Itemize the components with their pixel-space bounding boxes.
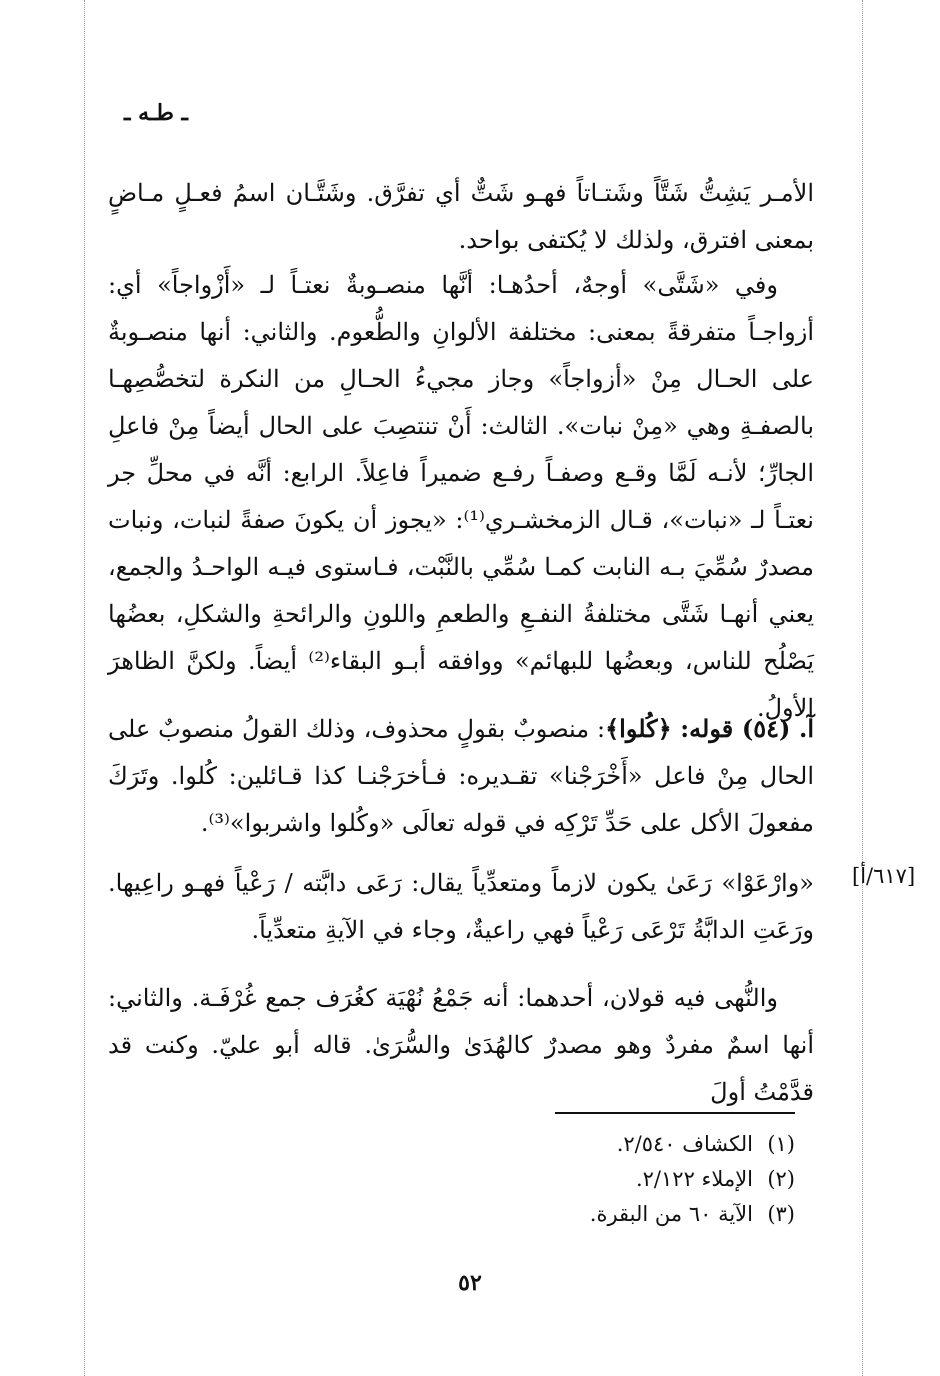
scan-margin-line-left [84, 0, 85, 1376]
paragraph-1-text: الأمـر يَشِتُّ شَتَّاً وشَتـاتاً فهـو شَتٌّ أي تفرَّق. وشَتَّـان اسمُ فعـلٍ مـاضٍ بمعنى افترق، ولذلك لا يُكتفى بواحد. [108, 179, 814, 254]
footnote-number: (١) [767, 1132, 795, 1156]
footnote-text: الآية ٦٠ من البقرة. [589, 1202, 753, 1226]
paragraph-5 [108, 975, 814, 1116]
scan-margin-line-right [862, 0, 863, 1376]
paragraph-3 [108, 705, 814, 847]
page-number: ٥٢ [458, 1270, 482, 1296]
paragraph-4-text: «وارْعَوْا» رَعَىٰ يكون لازماً ومتعدِّياً يقال: رَعَى دابَّته / رَعْياً فهـو راعِيها. ورَعَتِ الدابَّةُ تَرْعَى رَعْياً فهي راعيةٌ، وجاء في الآيةِ متعدِّياً. [108, 869, 814, 944]
footnote-text: الإملاء ٢/١٢٢. [635, 1167, 753, 1191]
footnote-2 [375, 1162, 795, 1197]
footnote-number: (٣) [767, 1202, 795, 1226]
paragraph-4 [108, 860, 814, 954]
footnote-number: (٢) [767, 1167, 795, 1191]
manuscript-folio-reference: [٦١٧/أ] [852, 864, 916, 888]
paragraph-5-text: والنُّهى فيه قولان، أحدهما: أنه جَمْعُ نُهْيَة كغُرَف جمع غُرْفَـة. والثاني: أنها اسمٌ مفردٌ وهو مصدرٌ كالهُدَىٰ والسُّرَىٰ. قاله أبو عليّ. وكنت قد قدَّمْتُ أولَ [108, 984, 814, 1106]
paragraph-2 [108, 262, 814, 732]
footnote-1 [375, 1127, 795, 1162]
paragraph-3-body: : منصوبٌ بقولٍ محذوف، وذلك القولُ منصوبٌ على الحال مِنْ فاعل «أَخْرَجْنا» تقـديره: فـأخرَجْنـا كذا قـائلين: كُلوا. وتَرَكَ مفعولَ الأكل على حَدِّ تَرْكِه في قوله تعالَى «وكُلوا واشربوا»⁽³⁾. [108, 715, 814, 837]
verse-heading: آ. (٥٤) قوله: ﴿كُلوا﴾ [605, 714, 815, 743]
footnote-separator [555, 1112, 795, 1114]
running-header: ـ طـه ـ [124, 100, 188, 126]
footnote-3 [375, 1197, 795, 1232]
paragraph-3-text [108, 705, 814, 847]
footnote-text: الكشاف ٢/٥٤٠. [616, 1132, 753, 1156]
paragraph-1 [108, 170, 814, 264]
footnotes [375, 1127, 795, 1232]
paragraph-2-text: وفي «شَتَّى» أوجهٌ، أحدُهـا: أنَّها منصـوبةٌ نعتـاً لـ «أَزْواجاً» أي: أزواجـاً متفرقةً بمعنى: مختلفة الألوانِ والطُّعوم. والثاني: أنها منصـوبةٌ على الحـال مِنْ «أزواجاً» وجاز مجيءُ الحـالِ من النكرة لتخصُّصِهـا بالصفـةِ وهي «مِنْ نبات». الثالث: أَنْ تنتصِبَ على الحال أيضاً مِنْ فاعلِ الجارِّ؛ لأنـه لَمَّا وقـع وصفـاً رفـع ضميراً فاعِلاً. الرابع: أنَّه في محلِّ جر نعتـاً لـ «نبات»، قـال الزمخشـري⁽¹⁾: «يجوز أن يكونَ صفةً لنبات، ونبات مصدرٌ سُمِّيَ بـه النابت كمـا سُمِّي بالنَّبْت، فـاستوى فيـه الواحـدُ والجمع، يعني أنهـا شَتَّى مختلفةُ النفـعِ والطعمِ واللونِ والرائحةِ والشكلِ، بعضُها يَصْلُح للناس، وبعضُها للبهائم» ووافقه أبـو البقاء⁽²⁾ أيضاً. ولكنَّ الظاهرَ الأولُ. [108, 271, 815, 722]
